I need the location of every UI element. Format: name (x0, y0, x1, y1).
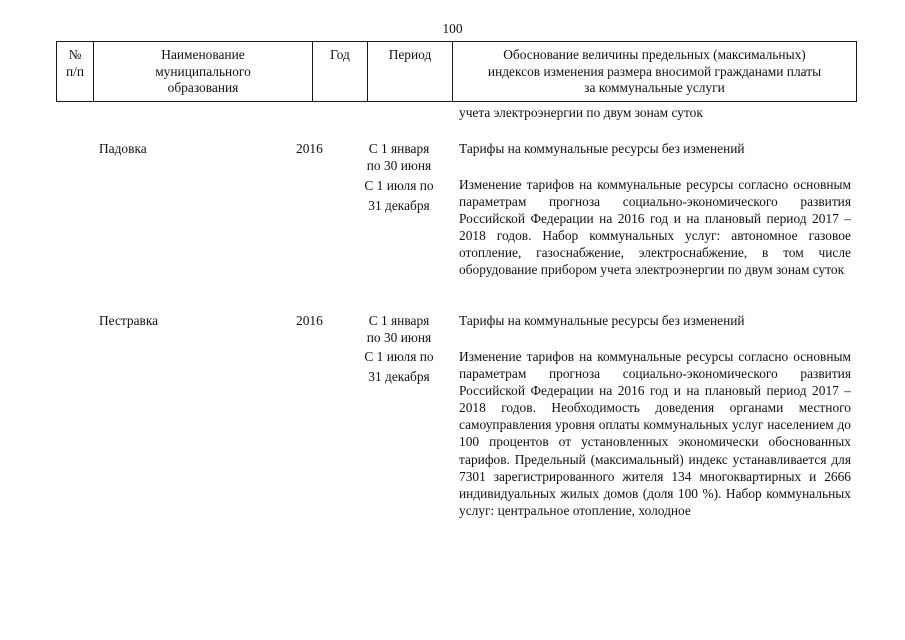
row-basis-2: Изменение тарифов на коммунальные ресурсы согласно основным параметрам прогноза социально-экономического развития Российской Федерации на 2016 год и на плановый период 2017 – 2018 годов. Набор коммунальных услуг: автономное газовое отопление, газоснабжение, электроснабжение, в том числе оборудование прибором учета электроэнергии по двум зонам суток (459, 177, 851, 278)
table-header (56, 41, 857, 102)
row-basis-2: Изменение тарифов на коммунальные ресурсы согласно основным параметрам прогноза социально-экономического развития Российской Федерации на 2016 год и на плановый период 2017 – 2018 годов. Необходимость доведения органами местного самоуправления уровня оплаты коммунальных услуг населением до 100 процентов от установленных экономически обоснованных тарифов. Предельный (максимальный) индекс устанавливается для 7301 зарегистрированного жителя 134 многоквартирных и 2666 индивидуальных жилых домов (доля 100 %). Набор коммунальных услуг: центральное отопление, холодное (459, 349, 851, 518)
row-period-1: С 1 января по 30 июня (366, 141, 432, 173)
header-name: Наименование муниципального образования (155, 47, 251, 96)
header-year: Год (330, 47, 350, 62)
row-basis-1: Тарифы на коммунальные ресурсы без изменений (459, 313, 745, 328)
row-name: Падовка (99, 141, 147, 156)
row-year: 2016 (296, 313, 323, 328)
row-period-2: С 1 июля по 31 декабря (364, 178, 434, 213)
row-basis-1: Тарифы на коммунальные ресурсы без изменений (459, 141, 745, 156)
header-num: № п/п (65, 47, 85, 79)
row-period-2: С 1 июля по 31 декабря (364, 349, 434, 384)
row-name: Пестравка (99, 313, 159, 328)
row-year: 2016 (296, 141, 323, 156)
row-period-1: С 1 января по 30 июня (366, 313, 432, 345)
header-basis: Обоснование величины предельных (максимальных) индексов изменения размера вносимой гражданами платы за коммунальные услуги (487, 47, 822, 96)
page-number: 100 (442, 21, 463, 36)
header-period: Период (388, 47, 432, 62)
carryover-text: учета электроэнергии по двум зонам суток (459, 105, 703, 120)
